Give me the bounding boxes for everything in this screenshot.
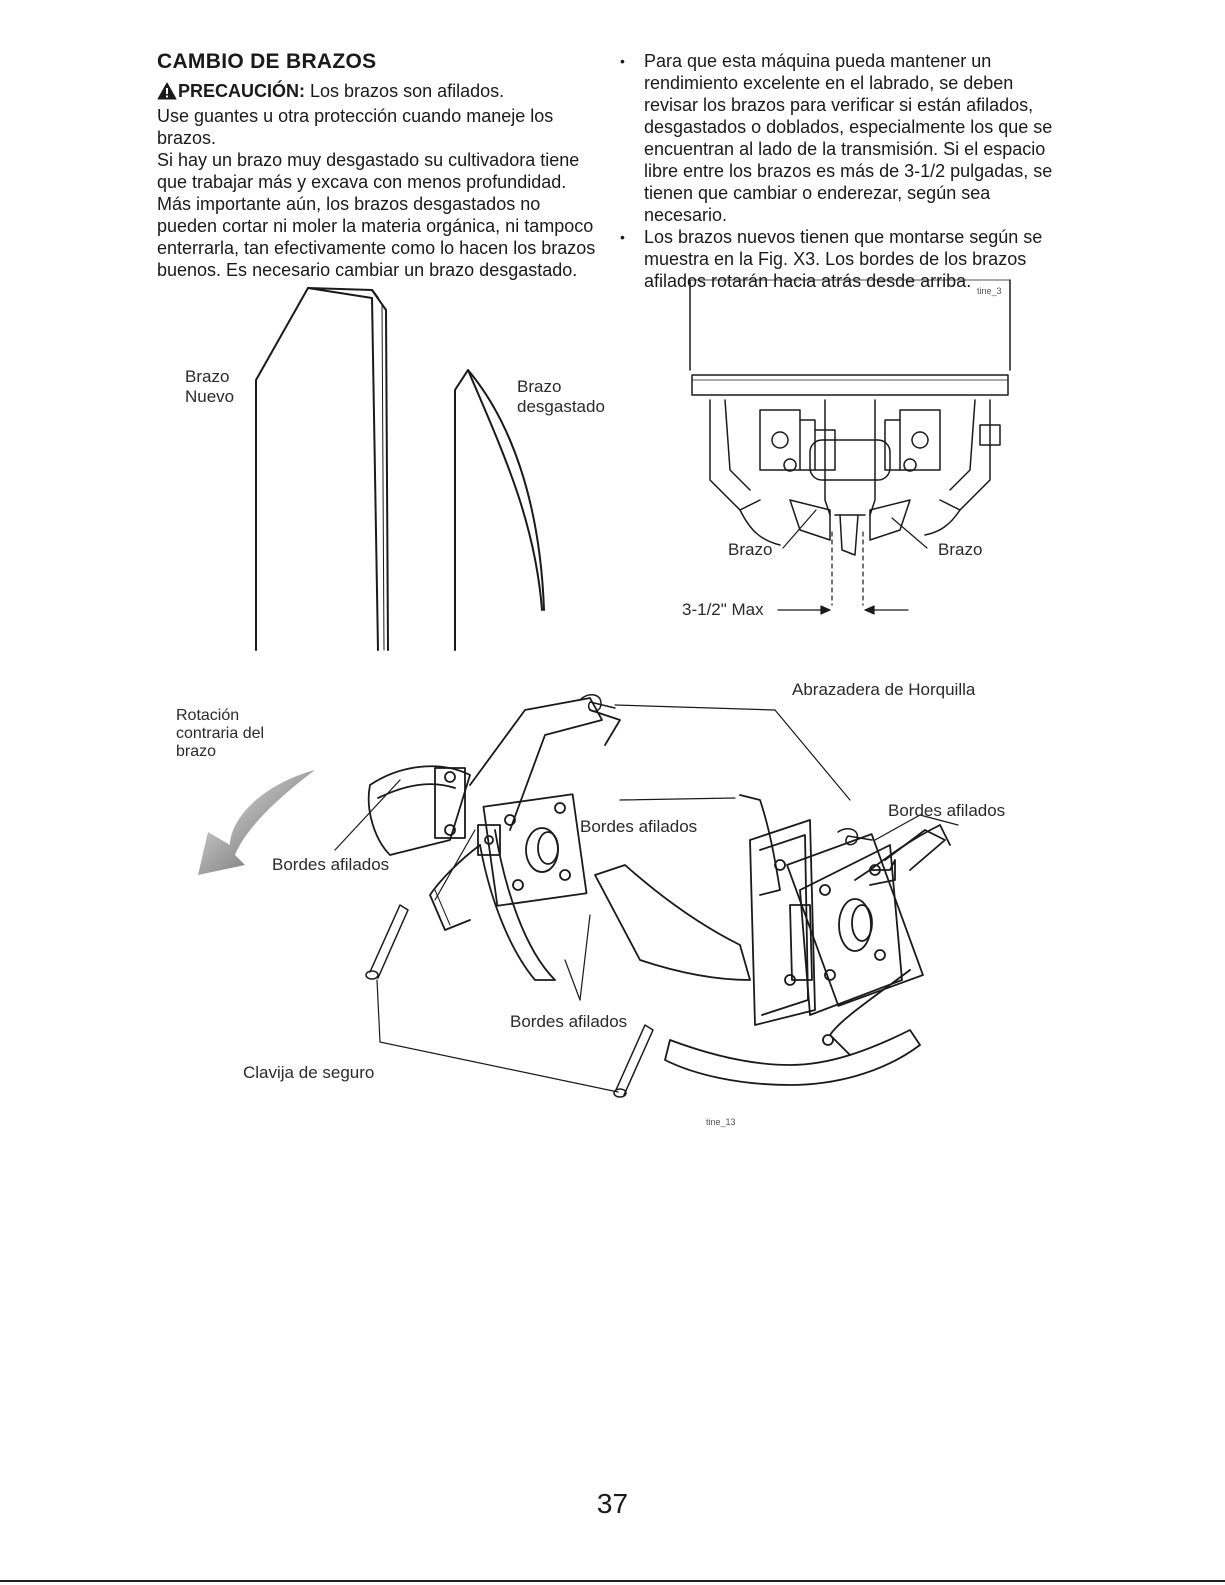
sharp-edges-label-center: Bordes afilados (580, 817, 698, 836)
warning-triangle-icon (157, 82, 177, 105)
right-tine-label: Brazo (938, 540, 983, 559)
caution-line (157, 80, 597, 105)
hairpin-clip-label: Abrazadera de Horquilla (792, 680, 976, 699)
left-tine-set-drawing (369, 698, 620, 980)
bottom-divider (0, 1580, 1225, 1582)
sharp-edges-label-top-right: Bordes afilados (888, 801, 1006, 820)
new-tine-drawing (256, 288, 388, 650)
figure-tag: tine_3 (977, 286, 1002, 296)
new-vs-worn-tine-figure (150, 270, 620, 660)
rotation-label: Rotación contraria del brazo (176, 707, 265, 760)
page-number: 37 (596, 1488, 629, 1519)
spacing-leader-lines (778, 510, 927, 614)
section-title: CAMBIO DE BRAZOS (157, 50, 377, 73)
bullet-icon: • (620, 229, 625, 245)
tine-spacing-figure (680, 270, 1040, 630)
max-spacing-label: 3-1/2" Max (682, 600, 764, 619)
instruction-list (620, 50, 1060, 292)
caution-text: Los brazos son afilados. (305, 81, 505, 101)
left-column (157, 50, 597, 281)
left-tine-label: Brazo (728, 540, 773, 559)
callout-leader-lines (335, 705, 958, 1092)
list-item: • Para que esta máquina pueda mantener un rendimiento excelente en el labrado, se deben revisar los brazos para verificar si están afilados, desgastados o doblados, especialmente los que se encuentran al lado de la transmisión. Si el espacio libre entre los brazos es más de 3-1/2 pulgadas, se tienen que cambiar o enderezar, según sea necesario. (620, 51, 1053, 225)
clevis-pin-label: Clavija de seguro (243, 1063, 375, 1082)
sharp-edges-label-bottom: Bordes afilados (510, 1012, 628, 1031)
right-tine-set-drawing (665, 820, 950, 1085)
right-tine-assembly-drawing (885, 400, 1000, 535)
bullet-icon: • (620, 53, 625, 69)
center-transmission-drawing (790, 400, 910, 555)
worn-tine-paragraph: Si hay un brazo muy desgastado su cultivadora tiene que trabajar más y excava con menos profundidad. Más importante aún, los brazos desgastados no pueden cortar ni moler la materia orgánica, ni tampoco enterrarla, tan efectivamente como lo hacen los brazos buenos. Es necesario cambiar un brazo desgastado. (157, 150, 596, 280)
caution-label: PRECAUCIÓN: (178, 81, 306, 101)
new-tine-label: Brazo Nuevo (185, 367, 235, 406)
list-item: • Los brazos nuevos tienen que montarse según se muestra en la Fig. X3. Los bordes de los brazos afilados rotarán hacia atrás desde arriba. (620, 227, 1043, 291)
pins-and-clips-drawing (366, 695, 872, 1097)
sharp-edges-label-left: Bordes afilados (272, 855, 390, 874)
left-tine-assembly-drawing (710, 400, 835, 545)
figure-tag: tine_13 (706, 1117, 736, 1127)
worn-tine-label: Brazo desgastado (517, 377, 605, 416)
right-column (620, 50, 1060, 292)
caution-rest: Use guantes u otra protección cuando maneje los brazos. (157, 106, 554, 148)
